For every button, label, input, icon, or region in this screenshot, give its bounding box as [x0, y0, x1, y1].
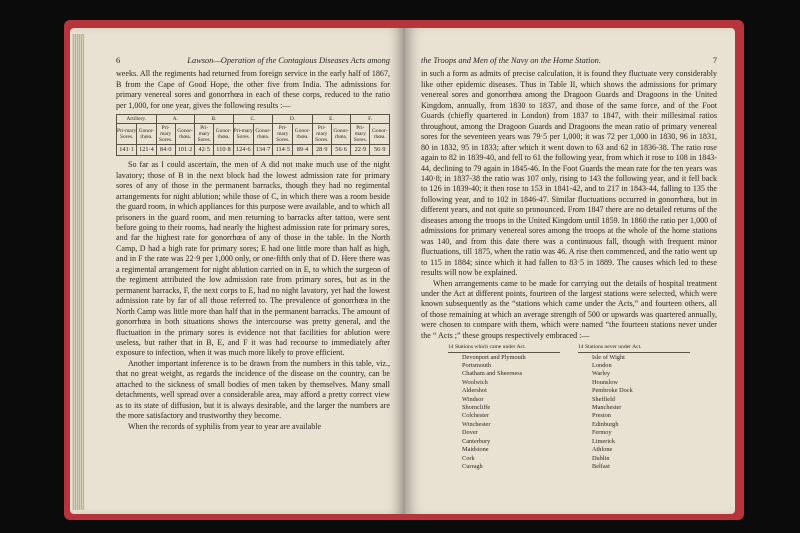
left-paragraph-1: weeks. All the regiments had returned from foreign service in the early half of 1867, B from the Cape of Good Hope, the other five from India. The admissions for primary venereal sores and gonorrhœa in each of these corps, reduced to the ratio per 1,000, for one year, gives the following results :—	[116, 69, 390, 110]
list-item: Dublin	[592, 454, 610, 462]
list-item: Portsmouth	[462, 362, 492, 370]
page-edges	[72, 34, 84, 510]
table-cell: 141·1	[117, 145, 137, 156]
table-subheader: Pri-mary Sores.	[351, 124, 370, 145]
table-subheader: Gonor-rhœa.	[253, 124, 272, 145]
stations-lists	[421, 343, 717, 471]
right-paragraph-1: in such a form as admits of precise calculation, it is found they fluctuate very considerably like other epidemic diseases. Thus in Table II, which shows the admissions for primary venereal sores and gonorrhœa among the Dragoon Guards and Dragoons in the United Kingdom, annually, from 1830 to 1837, and those of the same force, and of the Foot Guards (chiefly quartered in London) from 1837 to 1847, with their millesimal ratios throughout, among the Dragoon Guards and Dragoons the mean ratio of primary venereal sores for the seventeen years was 79·5 per 1,000; it was 72 per 1,000 in 1830, 96 in 1831, 80 in 1832, 95 in 1833; after which it went down to 63 and 62 in 1836-38. The ratio rose again to 82 in 1839-40, and fell to 61 the following year, from which it rose to 108 in 1843-44, declining to 79 again in 1845-46. In the Foot Guards the mean rate for the ten years was 140·8; in 1837-38 the ratio was 107 only, rising to 143 the following year, and it fell back to 126 in 1839-40; it then rose to 153 in 1841-42, and to 217 in 1843-44, falling to 135 the following year, and to 102 in 1846-47. Similar fluctuations occurred in gonorrhœa, but in different years, and not quite so pronounced. From 1847 there are no detailed returns of the diseases among the troops in the United Kingdom until 1859. In 1860 the ratio per 1,000 of admissions for primary venereal sores among the troops at the whole of the home stations was 140, and from this date there was a continuous fall, though with frequent minor fluctuations, till 1875, when the ratio was 46. A rise then commenced, and the ratio went up to 115 in 1884; since which it had fallen to 83·5 in 1889. The causes which led to these results will now be explained.	[421, 69, 717, 278]
table-corps-header: D.	[273, 115, 312, 124]
left-running-head-text: Lawson—Operation of the Contagious Diseases Acts among	[187, 56, 390, 65]
left-page-content	[116, 56, 390, 432]
list-item: Maidstone	[462, 446, 489, 454]
table-subheader: Pri-mary Sores.	[312, 124, 331, 145]
table-corps-header: F.	[351, 115, 390, 124]
table-cell: 42·5	[195, 145, 214, 156]
right-paragraph-2: When arrangements came to be made for carrying out the details of hospital treatment under the Act at different points, fourteen of the largest stations were selected, which were known subsequently as the “stations which came under the Acts,” and fourteen others, all of those remaining at which an average strength of 500 or upwards was quartered annually, were chosen to compare with them, which were named “the fourteen stations never under the “ Acts ;” these groups respectively embraced :—	[421, 278, 717, 340]
list-item: London	[592, 362, 612, 370]
stations-under-act-list	[448, 343, 560, 471]
table-cell: 114·5	[273, 145, 293, 156]
table-corps-header: E.	[312, 115, 351, 124]
stations-under-act-header: 14 Stations which came under Act.	[448, 343, 560, 352]
table-cell: 89·4	[293, 145, 312, 156]
list-item: Hounslow	[592, 378, 618, 386]
table-subheader: Gonor-rhœa.	[137, 124, 156, 145]
list-item: Woolwich	[462, 378, 488, 386]
right-running-head-text: the Troops and Men of the Navy on the Home Station.	[421, 56, 601, 65]
list-item: Cork	[462, 454, 475, 462]
table-cell: 110·8	[214, 145, 233, 156]
right-page	[405, 28, 735, 514]
left-running-head	[116, 56, 390, 66]
table-subheader: Pri-mary Sores.	[156, 124, 175, 145]
table-cell: 56·9	[370, 145, 390, 156]
table-subheader: Gonor-rhœa.	[175, 124, 194, 145]
table-subheader: Gonor-rhœa.	[331, 124, 350, 145]
list-item: Manchester	[592, 404, 622, 412]
table-corps-header: Artillery.	[117, 115, 157, 124]
list-item: Fermoy	[592, 429, 612, 437]
list-item: Shorncliffe	[462, 404, 491, 412]
left-paragraph-4: When the records of syphilis from year to year are available	[128, 421, 322, 431]
list-item: Warley	[592, 370, 611, 378]
table-subheader-row	[117, 124, 390, 145]
list-item: Canterbury	[462, 437, 491, 445]
right-page-number: 7	[712, 56, 717, 65]
left-paragraph-3: Another important inference is to be drawn from the numbers in this table, viz., that no great weight, as regards the incidence of the disease on the country, can be attached to the sickness of small bodies of men taken by themselves. Many small detachments, well spread over a considerable area, may afford a pretty correct view as to its state of diffusion, but it is always desirable, and the larger the numbers are the more satisfactory and trustworthy they become.	[116, 358, 390, 421]
stations-never-under-act-header: 14 Stations never under Act.	[578, 343, 690, 352]
list-item: Athlone	[592, 446, 613, 454]
right-page-content	[421, 56, 717, 471]
stations-never-under-act-list	[578, 343, 690, 471]
list-item: Dover	[462, 429, 478, 437]
list-item: Curragh	[462, 462, 483, 470]
list-item: Pembroke Dock	[592, 387, 633, 395]
list-item: Edinburgh	[592, 420, 619, 428]
admissions-table	[116, 114, 390, 156]
list-item: Sheffield	[592, 395, 615, 403]
table-cell: 28·9	[312, 145, 331, 156]
table-subheader: Gonor-rhœa.	[293, 124, 312, 145]
table-cell: 124·6	[233, 145, 253, 156]
left-paragraph-2: So far as I could ascertain, the men of A did not make much use of the night lavatory; those of B in the next block had the lowest admission rate for primary sores of any of those in the permanent barracks, though they had no regimental arrangements for night ablution; while those of C, in which there was a room beside the guard room, in which appliances for this purpose were available, and to which all prisoners in the guard room, and men returning to barracks after tattoo, were sent before going to their rooms, had nearly the highest admission rate for primary sores, and far the highest rate for gonorrhœa of any of those in the table. In the North Camp, D had a high rate for primary sores; E had one little more than half as high, and in F the rate was 22·9 per 1,000 only, or one-fifth only that of D. Here there was a regimental arrangement for night ablution carried on in E, to which the surgeon of the regiment attributed the low admission rate from primary sores, but as in the permanent barracks, F, the next corps to E, had no night lavatory, yet had the lowest admission rate by far of all those referred to. The prevalence of gonorrhœa in the North Camp was little more than half that in the permanent barracks. The amount of gonorrhœa in both situations shows the intercourse was pretty general, and the fluctuation in the primary sores is evidence not that facilities for ablution were useless, but rather that in B, E, and F it was had recourse to immediately after exposure to infection, when it was much more likely to prove efficient.	[116, 160, 390, 358]
list-item: Chatham and Sheerness	[462, 370, 523, 378]
table-cell: 134·7	[253, 145, 272, 156]
table-cell: 22·9	[351, 145, 370, 156]
table-cell: 56·6	[331, 145, 350, 156]
list-item: Limerick	[592, 437, 616, 445]
table-corps-header: C.	[233, 115, 273, 124]
table-subheader: Pri-mary Sores.	[195, 124, 214, 145]
table-cell: 121·4	[137, 145, 156, 156]
list-item: Preston	[592, 412, 611, 420]
table-corps-header: A.	[156, 115, 195, 124]
list-item: Devonport and Plymouth	[462, 353, 526, 361]
left-page-number: 6	[116, 56, 121, 65]
list-item: Belfast	[592, 462, 610, 470]
table-cell: 101·2	[175, 145, 194, 156]
table-cell: 84·0	[156, 145, 175, 156]
table-subheader: Gonor-rhœa.	[370, 124, 390, 145]
list-item: Isle of Wight	[592, 353, 625, 361]
list-item: Winchester	[462, 420, 491, 428]
left-page	[70, 28, 405, 514]
table-values-row	[117, 145, 390, 156]
list-item: Aldershot	[462, 387, 487, 395]
table-corps-header: B.	[195, 115, 234, 124]
table-header-row	[117, 115, 390, 124]
list-item: Windsor	[462, 395, 484, 403]
right-running-head	[421, 56, 717, 66]
list-item: Colchester	[462, 412, 489, 420]
table-subheader: Gonor-rhœa.	[214, 124, 233, 145]
table-subheader: Pri-mary Sores.	[273, 124, 293, 145]
table-subheader: Pri-mary Sores.	[117, 124, 137, 145]
table-subheader: Pri-mary Sores.	[233, 124, 253, 145]
